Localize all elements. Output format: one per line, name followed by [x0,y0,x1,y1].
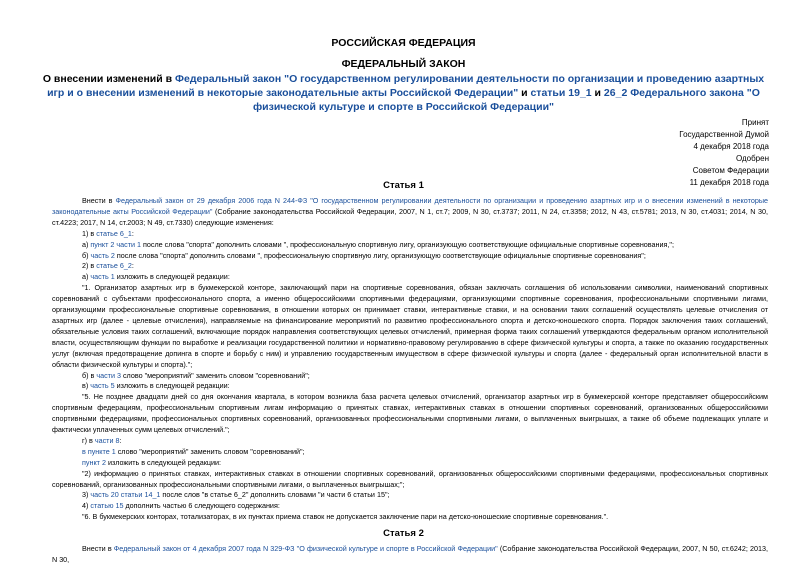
paragraph [52,501,768,512]
link-part-1[interactable]: часть 1 [90,272,115,282]
text: б) [82,250,91,260]
article-1-body [52,196,768,523]
adoption-line: 11 декабря 2018 года [689,178,769,187]
link-article-6-2[interactable]: статье 6_2 [96,261,132,271]
text: а) [82,239,91,249]
text: 3) [82,490,91,500]
text: Внести в [82,544,114,553]
text: после слова "спорта" дополнить словами ", профессиональную спортивную лигу, организующую соответствующие официальные спортивные соревнования"; [114,250,646,260]
adoption-line: Одобрен [735,154,769,163]
text: 1) в [82,228,97,238]
text: : [119,435,122,445]
paragraph [52,371,768,382]
paragraph [52,272,768,283]
paragraph [52,229,768,240]
doc-type-heading: ФЕДЕРАЛЬНЫЙ ЗАКОН [341,58,466,70]
paragraph [52,436,768,447]
link-law-244fz[interactable]: Федеральный закон от 29 декабря 2006 года N 244-ФЗ "О государственном регулировании деятельности по организации и проведению азартных игр и о внесении изменений в некоторые законодательные акты Российской Федерации" [52,196,768,216]
link-part-5[interactable]: часть 5 [90,381,115,391]
law-title [40,72,767,114]
text: г) в [82,435,95,445]
link-article-6-1[interactable]: статье 6_1 [96,228,132,238]
text: 2) в [82,261,97,271]
paragraph [52,381,768,392]
title-link-article-19-1[interactable]: статьи 19_1 [530,87,592,99]
title-text-3: и [591,87,604,99]
paragraph [52,458,768,469]
paragraph: "5. Не позднее двадцати дней со дня окончания квартала, в котором возникла база расчета целевых отчислений, организатор азартных игр в букмекерской конторе представляет общероссийским спортивным федерациям, профессиональным спортивным лигам информацию о принятых ставках, интерактивных ставках в отношении спортивных соревнований, организованных общероссийскими спортивными федерациями, профессиональных спортивных соревнований, организованных профессиональными спортивными лигами, о выплаченных выигрышах, а также об объеме подлежащих уплате и фактически уплаченных сумм целевых отчислений."; [52,392,768,435]
text: в) [82,381,91,391]
link-law-329fz[interactable]: Федеральный закон от 4 декабря 2007 года N 329-ФЗ "О физической культуре и спорте в Российской Федерации" [113,544,498,553]
link-part-8[interactable]: части 8 [94,435,120,445]
text: б) в [82,370,97,380]
link-article-15[interactable]: статью 15 [90,501,124,511]
adoption-line: Государственной Думой [679,130,769,139]
text: (Собрание законодательства Российской Федерации, 2007, N 50, ст.6242; 2013, N 30, [52,544,768,564]
text: Внести в [82,196,116,205]
article-2-heading: Статья 2 [383,528,424,539]
title-link-sport-law[interactable]: Федерального закона "О физической культуре и спорте в Российской Федерации" [252,87,760,113]
article-1-heading: Статья 1 [383,180,424,191]
link-item-2-part-1[interactable]: пункт 2 части 1 [90,239,141,249]
paragraph [52,261,768,272]
adoption-line: Принят [741,118,769,127]
text: изложить в следующей редакции: [114,381,230,391]
text: а) [82,272,91,282]
paragraph [52,240,768,251]
title-link-gambling-law[interactable]: Федеральный закон "О государственном регулировании деятельности по организации и проведению азартных игр и о внесении изменений в некоторые законодательные акты Российской Федерации" [47,73,765,99]
title-link-article-26-2[interactable]: 26_2 [603,87,628,99]
text: (Собрание законодательства Российской Федерации, 2007, N 1, ст.7; 2009, N 30, ст.3737; 2011, N 24, ст.3358; 2012, N 43, ст.5781; 2013, N 30, ст.4031; 2014, N 30, ст.4223; 2017, N 14, ст.2003; N 49, ст.7330) следующие изменения: [52,206,769,227]
paragraph: "6. В букмекерских конторах, тотализаторах, в их пунктах приема ставок не допускается заключение пари на детско-юношеские спортивные соревнования.". [82,512,609,522]
text: : [131,261,134,271]
link-item-1[interactable]: в пункте 1 [82,446,116,456]
text: после слов "в статье 6_2" дополнить словами "и части 6 статьи 15"; [160,490,390,500]
text: слово "мероприятий" заменить словом "соревнований"; [120,370,310,380]
paragraph: "2) информацию о принятых ставках, интерактивных ставках в отношении спортивных соревнований, организованных общероссийскими спортивными федерациями, профессиональных спортивных соревнований, организованных профессиональными спортивными лигами, о выплаченных выигрышах;"; [52,468,768,489]
link-part-3[interactable]: части 3 [96,370,121,380]
text: после слова "спорта" дополнить словами ", профессиональную спортивную лигу, организующую соответствующие официальные спортивные соревнования,"; [141,239,674,249]
link-part-2[interactable]: часть 2 [90,250,115,260]
paragraph [52,196,768,229]
paragraph [52,544,768,566]
link-part-20-article-14-1[interactable]: часть 20 статьи 14_1 [90,490,161,500]
article-2-body [52,544,768,566]
paragraph [52,490,768,501]
paragraph [52,447,768,458]
link-item-2[interactable]: пункт 2 [82,457,106,467]
adoption-line: 4 декабря 2018 года [693,142,769,151]
title-text-2: и [518,87,531,99]
text: изложить в следующей редакции: [114,272,230,282]
adoption-block [629,117,769,189]
adoption-line: Советом Федерации [692,166,769,175]
text: : [131,228,134,238]
text: слово "мероприятий" заменить словом "соревнований"; [115,446,305,456]
paragraph: "1. Организатор азартных игр в букмекерской конторе, заключающий пари на спортивные соревнования, обязан заключать соглашения об использовании символики, наименований спортивных соревнований с субъектами профессионального спорта, а именно общероссийскими спортивными федерациями, организующими спортивные соревнования, профессиональными спортивными лигами, организующими профессиональные спортивные соревнования, в отношении которых он принимает ставки, интерактивные ставки, и на основании таких соглашений осуществлять целевые отчисления от азартных игр (далее - целевые отчисления), направляемые на финансирование мероприятий по развитию профессионального спорта и детско-юношеского спорта. Порядок заключения таких соглашений, обязательные условия таких соглашений, включающие порядок направления соответствующих целевых отчислений, примерная форма таких соглашений утверждаются федеральным органом исполнительной власти, осуществляющим функции по выработке и реализации государственной политики и нормативно-правовому регулированию в сфере физической культуры и спорта, а также по оказанию государственных услуг (включая предотвращение допинга в спорте и борьбу с ним) и управлению государственным имуществом в сфере физической культуры и спорта (далее - федеральный орган исполнительной власти в области физической культуры и спорта)."; [52,283,768,369]
country-heading: РОССИЙСКАЯ ФЕДЕРАЦИЯ [331,37,476,49]
title-text-1: О внесении изменений в [42,73,176,85]
text: изложить в следующей редакции: [105,457,222,467]
text: дополнить частью 6 следующего содержания: [123,501,280,511]
text: 4) [82,501,91,511]
paragraph [52,251,768,262]
